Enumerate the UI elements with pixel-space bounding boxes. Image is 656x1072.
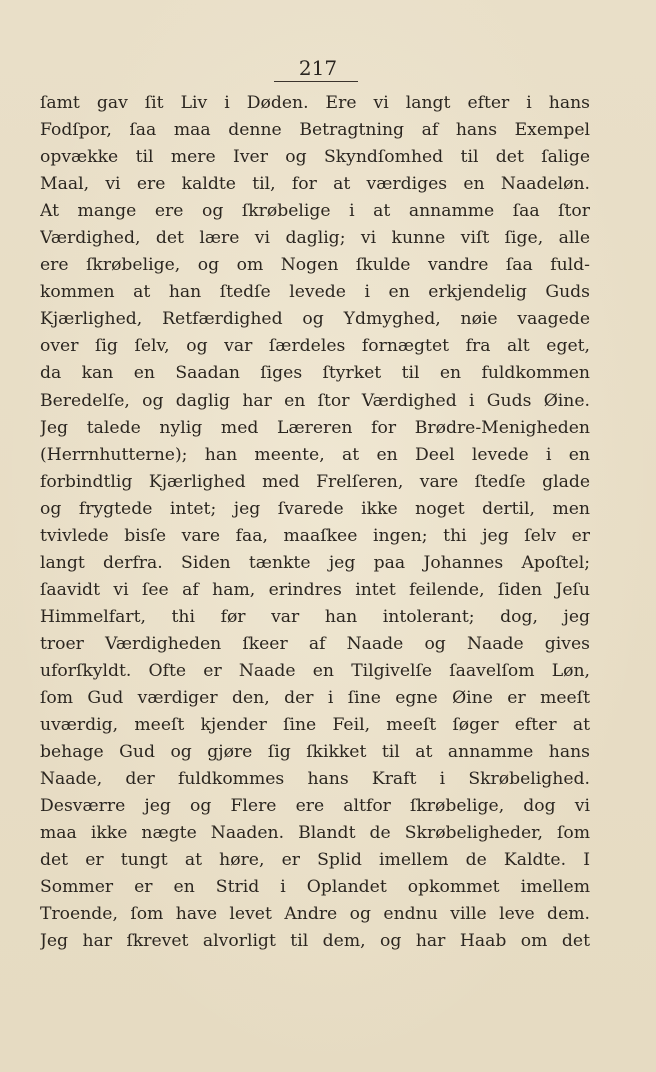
- body-text: [40, 90, 590, 956]
- text-line: over ſig ſelv, og var ſærdeles fornægtet fra alt eget,: [40, 336, 590, 357]
- text-line: langt derfra. Siden tænkte jeg paa Johannes Apoſtel;: [40, 552, 590, 573]
- text-line: ſom Gud værdiger den, der i ſine egne Øine er meeſt: [40, 688, 590, 709]
- text-line: og frygtede intet; jeg ſvarede ikke noget dertil, men: [40, 498, 590, 519]
- text-line: At mange ere og ſkrøbelige i at annamme ſaa ſtor: [40, 201, 590, 222]
- text-line: ſaavidt vi ſee af ham, erindres intet feilende, ſiden Jeſu: [40, 579, 590, 600]
- text-line: Jeg har ſkrevet alvorligt til dem, og har Haab om det: [40, 931, 590, 952]
- text-line: (Herrnhutterne); han meente, at en Deel levede i en: [40, 444, 590, 465]
- text-line: Naade, der fuldkommes hans Kraft i Skrøbelighed.: [40, 769, 590, 790]
- text-line: Sommer er en Strid i Oplandet opkommet imellem: [40, 877, 590, 898]
- text-line: forbindtlig Kjærlighed med Frelſeren, vare ſtedſe glade: [40, 471, 590, 492]
- text-line: Fodſpor, ſaa maa denne Betragtning af hans Exempel: [40, 120, 590, 141]
- text-line: Kjærlighed, Retfærdighed og Ydmyghed, nøie vaagede: [40, 309, 590, 330]
- text-line: ſamt gav ſit Liv i Døden. Ere vi langt efter i hans: [40, 93, 590, 113]
- text-line: da kan en Saadan ſiges ſtyrket til en fuldkommen: [40, 363, 590, 384]
- text-line: behage Gud og gjøre ſig ſkikket til at annamme hans: [40, 742, 590, 763]
- text-line: Værdighed, det lære vi daglig; vi kunne viſt ſige, alle: [40, 228, 590, 249]
- text-line: uværdig, meeſt kjender ſine Feil, meeſt ſøger efter at: [40, 715, 590, 736]
- text-line: opvække til mere Iver og Skyndſomhed til det ſalige: [40, 147, 590, 168]
- text-line: Jeg talede nylig med Læreren for Brødre-Menigheden: [40, 417, 590, 438]
- text-line: maa ikke nægte Naaden. Blandt de Skrøbeligheder, ſom: [40, 823, 590, 844]
- text-line: troer Værdigheden ſkeer af Naade og Naade gives: [40, 633, 590, 654]
- header-rule: [274, 81, 358, 82]
- text-line: uforſkyldt. Ofte er Naade en Tilgivelſe ſaavelſom Løn,: [40, 660, 590, 681]
- text-line: ere ſkrøbelige, og om Nogen ſkulde vandre ſaa fuld-: [40, 255, 590, 276]
- text-line: Troende, ſom have levet Andre og endnu ville leve dem.: [40, 904, 590, 925]
- text-line: Himmelfart, thi før var han intolerant; dog, jeg: [40, 606, 590, 627]
- text-line: Desværre jeg og Flere ere altfor ſkrøbelige, dog vi: [40, 796, 590, 817]
- page-number: 217: [298, 56, 338, 80]
- text-line: Beredelſe, og daglig har en ſtor Værdighed i Guds Øine.: [40, 390, 590, 411]
- text-line: Maal, vi ere kaldte til, for at værdiges en Naadeløn.: [40, 174, 590, 195]
- text-line: tvivlede bisſe vare faa, maaſkee ingen; thi jeg ſelv er: [40, 525, 590, 546]
- text-line: kommen at han ſtedſe levede i en erkjendelig Guds: [40, 282, 590, 303]
- text-line: det er tungt at høre, er Splid imellem de Kaldte. I: [40, 850, 590, 871]
